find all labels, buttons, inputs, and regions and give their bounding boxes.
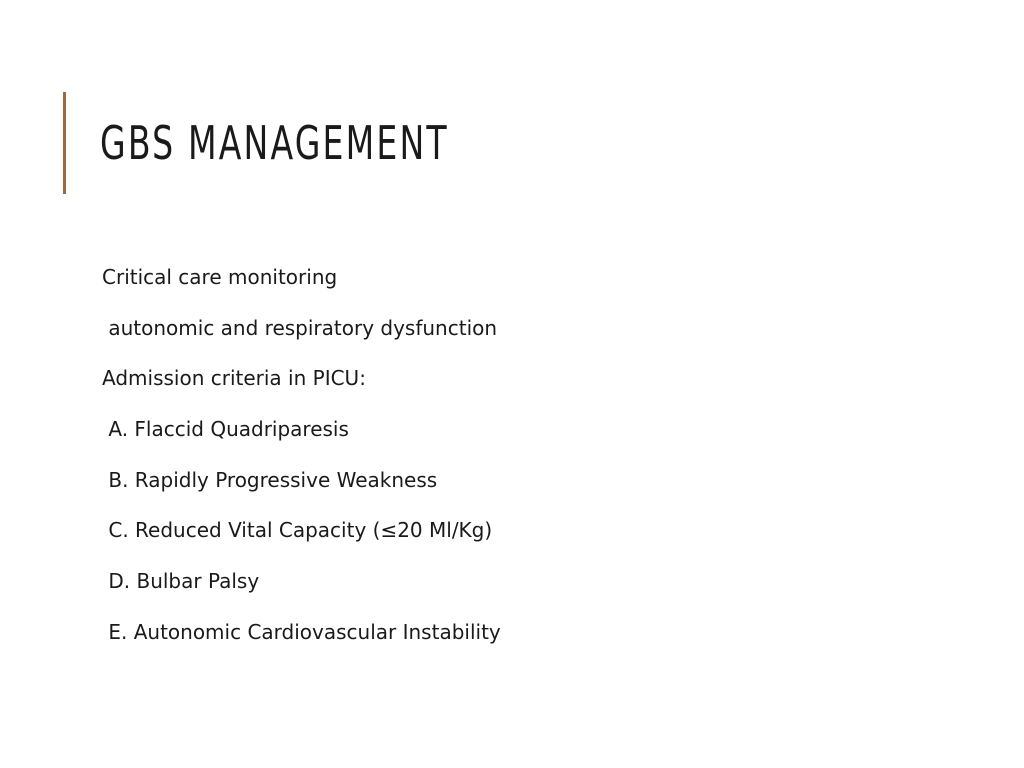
body-line-admission-criteria: Admission criteria in PICU:: [102, 366, 366, 391]
body-line-dysfunction: autonomic and respiratory dysfunction: [102, 315, 498, 340]
slide-title: GBS MANAGEMENT: [100, 116, 449, 170]
body-line-critical-care: Critical care monitoring: [102, 265, 338, 289]
slide-body: [102, 260, 501, 666]
body-line-criterion-e: E. Autonomic Cardiovascular Instability: [102, 619, 501, 644]
body-line-criterion-b: B. Rapidly Progressive Weakness: [102, 467, 438, 492]
body-line-criterion-d: D. Bulbar Palsy: [102, 569, 260, 594]
body-line-criterion-a: A. Flaccid Quadriparesis: [102, 417, 349, 442]
body-line-criterion-c: C. Reduced Vital Capacity (≤20 Ml/Kg): [102, 518, 493, 543]
title-accent-bar: [63, 92, 66, 194]
